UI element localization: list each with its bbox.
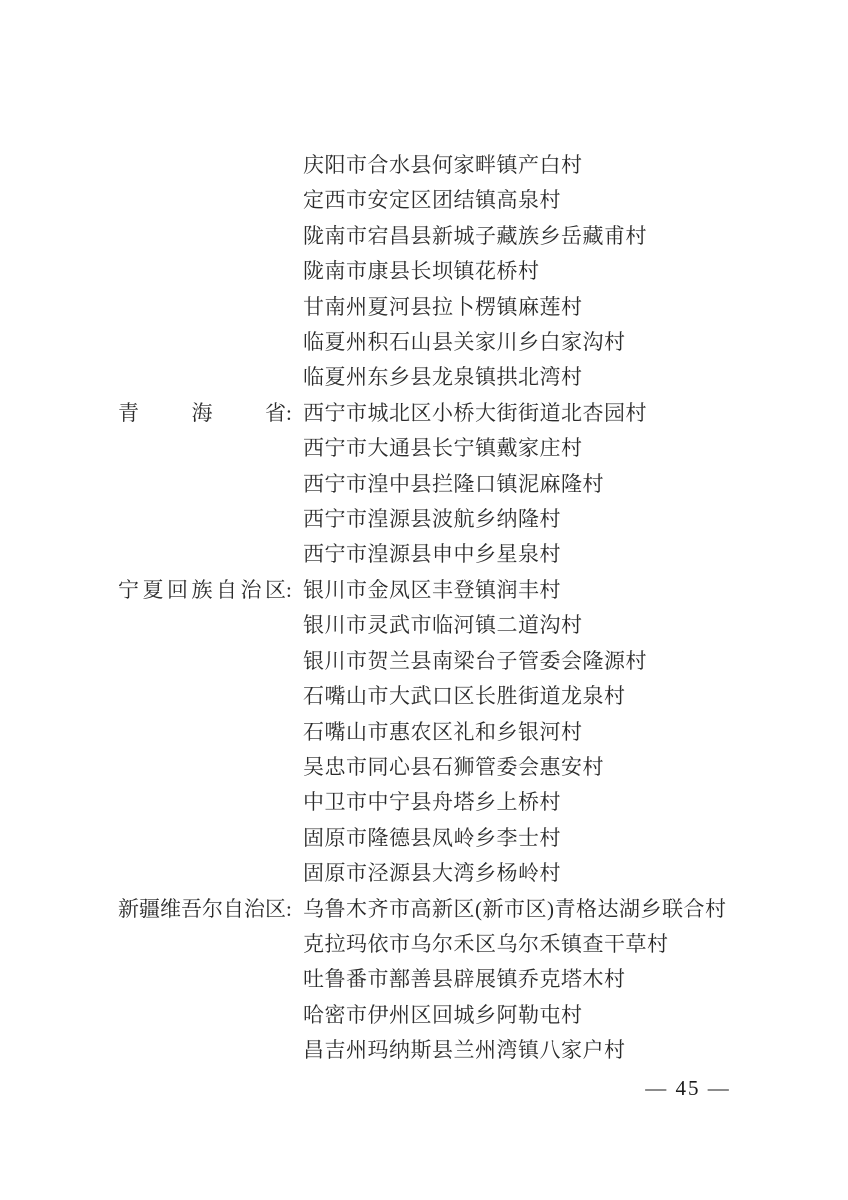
section-entries <box>303 573 778 892</box>
village-item: 陇南市康县长坝镇花桥村 <box>303 259 540 284</box>
label-colon: : <box>286 400 292 425</box>
village-item: 石嘴山市惠农区礼和乡银河村 <box>303 719 583 744</box>
province-label <box>118 396 303 573</box>
village-item: 庆阳市合水县何家畔镇产白村 <box>303 153 583 177</box>
village-item: 中卫市中宁县舟塔乡上桥村 <box>303 790 561 815</box>
village-item: 石嘴山市大武口区长胜街道龙泉村 <box>303 684 626 709</box>
village-item: 昌吉州玛纳斯县兰州湾镇八家户村 <box>303 1038 626 1063</box>
section-entries <box>303 892 778 1069</box>
village-item: 乌鲁木齐市高新区(新市区)青格达湖乡联合村 <box>303 896 727 921</box>
page-number: — 45 — <box>645 1076 731 1100</box>
village-item: 固原市泾源县大湾乡杨岭村 <box>303 861 561 886</box>
section-ningxia <box>118 573 778 892</box>
province-label <box>118 892 303 1069</box>
section-entries <box>303 396 778 573</box>
village-item: 西宁市湟中县拦隆口镇泥麻隆村 <box>303 471 604 496</box>
province-label <box>118 573 303 892</box>
section-xinjiang <box>118 892 778 1069</box>
village-item: 西宁市湟源县波航乡纳隆村 <box>303 507 561 532</box>
section-gansu-continued <box>118 148 778 396</box>
village-item: 西宁市大通县长宁镇戴家庄村 <box>303 436 583 461</box>
village-item: 吐鲁番市鄯善县辟展镇乔克塔木村 <box>303 967 626 992</box>
label-colon: : <box>286 896 292 921</box>
village-item: 银川市贺兰县南梁台子管委会隆源村 <box>303 648 647 673</box>
province-name: 青海省 <box>118 400 286 425</box>
label-colon: : <box>286 577 292 602</box>
village-item: 西宁市城北区小桥大街街道北杏园村 <box>303 400 647 425</box>
province-name: 宁夏回族自治区 <box>118 577 286 602</box>
village-item: 银川市金凤区丰登镇润丰村 <box>303 577 561 602</box>
village-item: 西宁市湟源县申中乡星泉村 <box>303 542 561 567</box>
village-item: 哈密市伊州区回城乡阿勒屯村 <box>303 1002 583 1027</box>
village-item: 临夏州东乡县龙泉镇拱北湾村 <box>303 365 583 390</box>
village-item: 固原市隆德县凤岭乡李士村 <box>303 825 561 850</box>
village-item: 克拉玛依市乌尔禾区乌尔禾镇查干草村 <box>303 931 669 956</box>
village-item: 甘南州夏河县拉卜楞镇麻莲村 <box>303 294 583 319</box>
village-list <box>118 148 778 1069</box>
village-item: 临夏州积石山县关家川乡白家沟村 <box>303 330 626 355</box>
section-entries <box>303 148 778 396</box>
province-name: 新疆维吾尔自治区 <box>118 896 286 921</box>
section-qinghai <box>118 396 778 573</box>
village-item: 陇南市宕昌县新城子藏族乡岳藏甫村 <box>303 223 647 248</box>
village-item: 定西市安定区团结镇高泉村 <box>303 188 561 213</box>
village-item: 吴忠市同心县石狮管委会惠安村 <box>303 754 604 779</box>
village-item: 银川市灵武市临河镇二道沟村 <box>303 613 583 638</box>
province-label-empty <box>118 148 303 396</box>
